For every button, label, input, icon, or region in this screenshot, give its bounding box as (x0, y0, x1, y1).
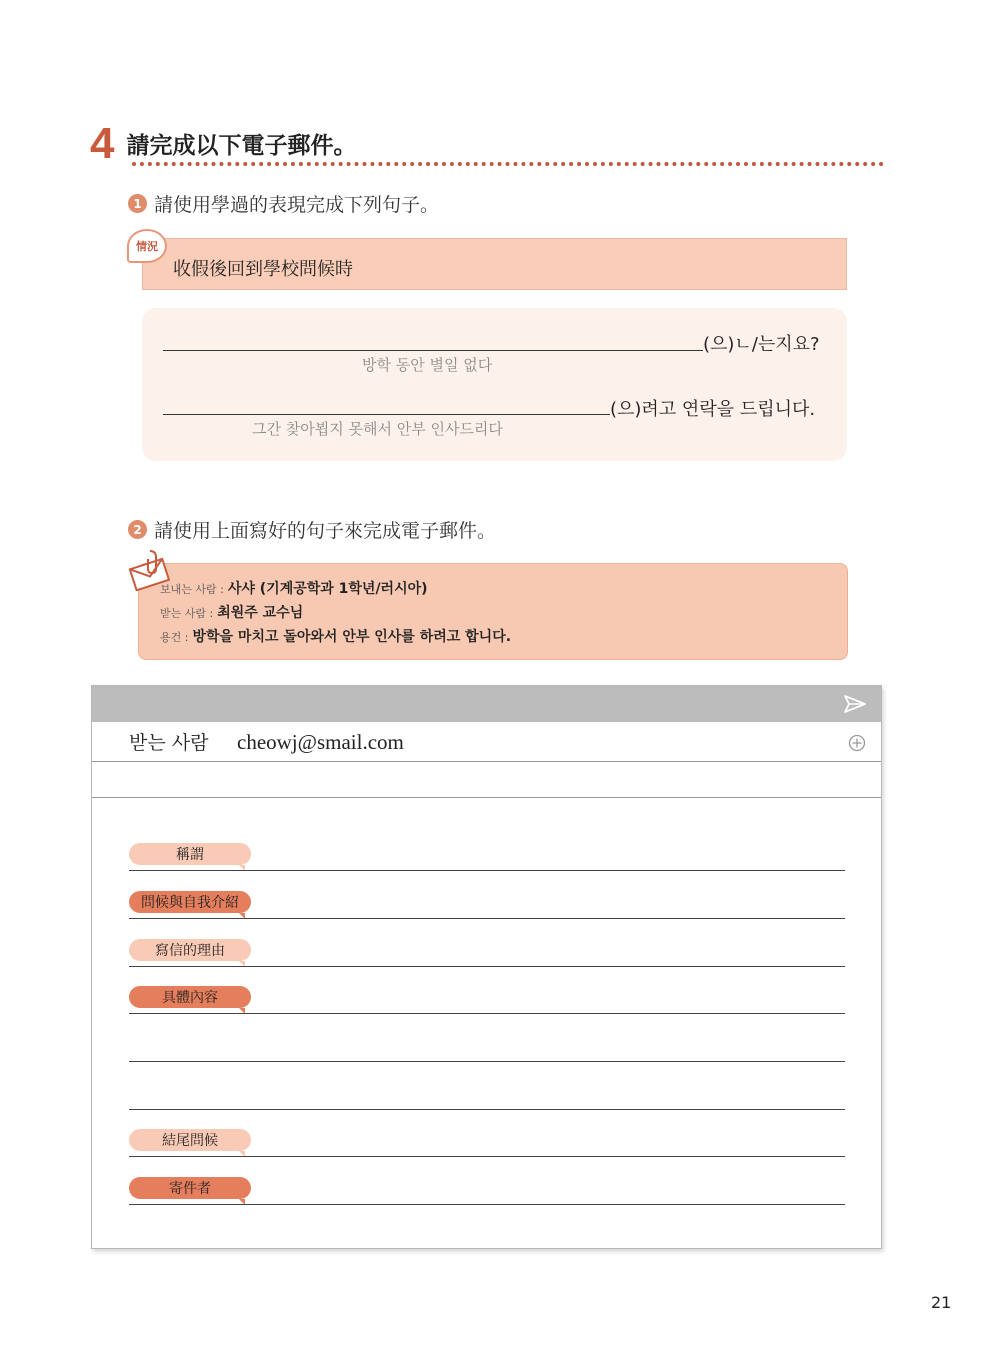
info-recipient-label: 받는 사람 : (160, 607, 214, 620)
question-1 (128, 190, 439, 217)
tag-greeting-intro: 問候與自我介紹 (129, 891, 251, 913)
body-line[interactable] (129, 1109, 845, 1110)
email-toolbar (92, 686, 881, 722)
tag-reason: 寫信的理由 (129, 939, 251, 961)
subject-row[interactable] (92, 762, 881, 798)
page-number: 21 (931, 1293, 952, 1312)
info-sender (160, 578, 428, 598)
envelope-icon (128, 549, 174, 591)
section-title: 請完成以下電子郵件。 (126, 133, 357, 159)
info-recipient (160, 602, 303, 622)
sentence-2-hint: 그간 찾아뵙지 못해서 안부 인사드리다 (252, 420, 503, 438)
body-line[interactable] (129, 1156, 845, 1157)
email-info-card (138, 563, 848, 660)
tag-sender: 寄件者 (129, 1177, 251, 1199)
question-2-marker: 2 (128, 520, 147, 539)
body-line[interactable] (129, 966, 845, 967)
body-line[interactable] (129, 1013, 845, 1014)
recipient-label: 받는 사람 (129, 732, 209, 754)
email-window (91, 685, 882, 1249)
send-icon[interactable] (843, 694, 867, 714)
info-recipient-value: 최원주 교수님 (217, 605, 304, 621)
question-1-instruction: 請使用學過的表現完成下列句子。 (154, 194, 440, 216)
info-sender-label: 보내는 사람 : (160, 583, 224, 596)
body-line[interactable] (129, 1061, 845, 1062)
sentence-box (142, 308, 847, 461)
info-sender-value: 사샤 (기계공학과 1학년/러시아) (227, 581, 428, 597)
situation-badge: 情況 (127, 229, 167, 263)
situation-text: 收假後回到學校問候時 (173, 259, 353, 280)
question-1-marker: 1 (128, 194, 147, 213)
sentence-1-ending: (으)ㄴ/는지요? (703, 334, 820, 355)
recipient-row[interactable] (92, 722, 881, 762)
tag-salutation: 稱謂 (129, 843, 251, 865)
recipient-address[interactable]: cheowj@smail.com (237, 730, 404, 754)
question-2 (128, 516, 496, 543)
info-purpose (160, 626, 511, 646)
dotted-divider (132, 162, 884, 166)
section-number: 4 (90, 119, 115, 168)
tag-details: 具體內容 (129, 986, 251, 1008)
question-2-instruction: 請使用上面寫好的句子來完成電子郵件。 (154, 520, 497, 542)
body-line[interactable] (129, 918, 845, 919)
info-purpose-value: 방학을 마치고 돌아와서 안부 인사를 하려고 합니다. (192, 629, 512, 645)
body-line[interactable] (129, 1204, 845, 1205)
body-line[interactable] (129, 870, 845, 871)
situation-box (142, 238, 847, 290)
answer-blank-2[interactable] (163, 414, 610, 415)
info-purpose-label: 용건 : (160, 631, 189, 644)
sentence-1-hint: 방학 동안 별일 없다 (362, 356, 493, 374)
answer-blank-1[interactable] (163, 350, 703, 351)
add-recipient-icon[interactable] (848, 734, 866, 752)
sentence-2-ending: (으)려고 연락을 드립니다. (610, 399, 816, 420)
section-heading (90, 119, 357, 168)
tag-closing: 結尾問候 (129, 1129, 251, 1151)
